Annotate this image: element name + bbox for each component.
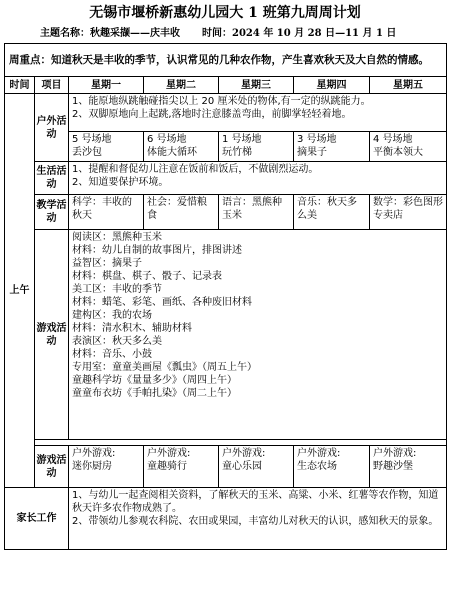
parent-note-1: 1、与幼儿一起查阅相关资料，了解秋天的玉米、高粱、小米、红薯等农作物，知道秋天许多农作物成熟了。 bbox=[72, 490, 439, 514]
venue-name: 体能大循环 bbox=[147, 147, 197, 158]
game2-monday bbox=[69, 446, 144, 488]
life-row bbox=[5, 162, 447, 195]
game2-label: 游戏活动 bbox=[35, 446, 69, 488]
header-friday: 星期五 bbox=[370, 77, 447, 94]
game2-row bbox=[5, 446, 447, 488]
venue-name: 摘果子 bbox=[297, 147, 327, 158]
period-morning: 上午 bbox=[5, 94, 35, 488]
page-title: 无锡市堰桥新惠幼儿园大 1 班第九周周计划 bbox=[89, 5, 361, 21]
game-line: 材料：幼儿自制的故事图片，排图讲述 bbox=[72, 245, 242, 256]
game-line: 建构区：我的农场 bbox=[72, 310, 152, 321]
header-item: 项目 bbox=[35, 77, 69, 94]
time-value: 2024 年 10 月 28 日—11 月 1 日 bbox=[232, 28, 397, 39]
header-tuesday: 星期二 bbox=[144, 77, 219, 94]
life-notes bbox=[69, 162, 447, 195]
venue-site: 5 号场地 bbox=[72, 134, 112, 145]
outdoor-label: 户外活动 bbox=[35, 94, 69, 162]
teaching-friday: 数学：彩色图形专卖店 bbox=[370, 195, 447, 230]
game-areas bbox=[69, 230, 447, 440]
game2-name: 野趣沙堡 bbox=[373, 461, 413, 472]
time-label: 时间： bbox=[202, 28, 232, 39]
game2-tuesday bbox=[144, 446, 219, 488]
game2-prefix: 户外游戏: bbox=[147, 448, 191, 459]
game2-name: 童趣骑行 bbox=[147, 461, 187, 472]
header-wednesday: 星期三 bbox=[219, 77, 294, 94]
header-thursday: 星期四 bbox=[294, 77, 370, 94]
venue-tuesday bbox=[144, 132, 219, 162]
theme-value: 秋趣采撷——庆丰收 bbox=[90, 28, 180, 39]
game-line: 美工区：丰收的季节 bbox=[72, 284, 162, 295]
outdoor-venues-row bbox=[5, 132, 447, 162]
game2-prefix: 户外游戏: bbox=[297, 448, 341, 459]
outdoor-notes bbox=[69, 94, 447, 132]
outdoor-note-1: 1、能原地纵跳触碰指尖以上 20 厘米处的物体,有一定的纵跳能力。 bbox=[72, 96, 371, 107]
game-line: 材料：棋盘、棋子、骰子、记录表 bbox=[72, 271, 222, 282]
venue-name: 平衡本领大 bbox=[373, 147, 423, 158]
outdoor-note-2: 2、双脚原地向上起跳,落地时注意膝盖弯曲，前脚掌轻轻着地。 bbox=[72, 109, 352, 120]
game-label: 游戏活动 bbox=[35, 230, 69, 440]
outdoor-notes-row bbox=[5, 94, 447, 132]
game-row bbox=[5, 230, 447, 440]
venue-wednesday bbox=[219, 132, 294, 162]
venue-thursday bbox=[294, 132, 370, 162]
theme-line bbox=[40, 27, 440, 40]
venue-site: 1 号场地 bbox=[222, 134, 262, 145]
teaching-wednesday: 语言：黑熊种玉米 bbox=[219, 195, 294, 230]
theme-label: 主题名称： bbox=[40, 28, 90, 39]
venue-monday bbox=[69, 132, 144, 162]
parent-row bbox=[5, 488, 447, 550]
teaching-row bbox=[5, 195, 447, 230]
header-row bbox=[5, 77, 447, 94]
game-line: 童童布衣坊《手帕扎染》（周二上午） bbox=[72, 388, 237, 399]
venue-site: 3 号场地 bbox=[297, 134, 337, 145]
header-time: 时间 bbox=[5, 77, 35, 94]
plan-table bbox=[4, 43, 447, 550]
venue-site: 6 号场地 bbox=[147, 134, 187, 145]
game2-prefix: 户外游戏: bbox=[222, 448, 266, 459]
game2-thursday bbox=[294, 446, 370, 488]
venue-friday bbox=[370, 132, 447, 162]
game-line: 童趣科学坊《量量多少》（周四上午） bbox=[72, 375, 237, 386]
teaching-thursday: 音乐：秋天多么美 bbox=[294, 195, 370, 230]
life-label: 生活活动 bbox=[35, 162, 69, 195]
game2-name: 生态农场 bbox=[297, 461, 337, 472]
game2-prefix: 户外游戏: bbox=[373, 448, 417, 459]
game2-friday bbox=[370, 446, 447, 488]
game-line: 材料：音乐、小鼓 bbox=[72, 349, 152, 360]
game2-wednesday bbox=[219, 446, 294, 488]
teaching-tuesday: 社会：爱惜粮食 bbox=[144, 195, 219, 230]
parent-notes bbox=[69, 488, 447, 550]
game2-name: 迷你厨房 bbox=[72, 461, 112, 472]
game2-name: 童心乐园 bbox=[222, 461, 262, 472]
venue-site: 4 号场地 bbox=[373, 134, 413, 145]
week-focus: 周重点：知道秋天是丰收的季节，认识常见的几种农作物，产生喜欢秋天及大自然的情感。 bbox=[5, 44, 447, 77]
game-line: 材料：清水积木、辅助材料 bbox=[72, 323, 192, 334]
teaching-monday: 科学：丰收的秋天 bbox=[69, 195, 144, 230]
teaching-label: 教学活动 bbox=[35, 195, 69, 230]
game2-prefix: 户外游戏: bbox=[72, 448, 116, 459]
header-monday: 星期一 bbox=[69, 77, 144, 94]
venue-name: 玩竹梯 bbox=[222, 147, 252, 158]
life-note-1: 1、提醒和督促幼儿注意在饭前和饭后，不做剧烈运动。 bbox=[72, 164, 319, 175]
game-line: 材料：蜡笔、彩笔、画纸、各种废旧材料 bbox=[72, 297, 252, 308]
parent-note-2: 2、带领幼儿参观农科院、农田或果园，丰富幼儿对秋天的认识，感知秋天的景象。 bbox=[72, 516, 439, 527]
life-note-2: 2、知道要保护环境。 bbox=[72, 177, 169, 188]
venue-name: 丢沙包 bbox=[72, 147, 102, 158]
game-line: 专用室：童童美画屋《瓢虫》（周五上午） bbox=[72, 362, 257, 373]
game-line: 益智区：摘果子 bbox=[72, 258, 142, 269]
parent-label: 家长工作 bbox=[5, 488, 69, 550]
game-line: 表演区：秋天多么美 bbox=[72, 336, 162, 347]
game-line: 阅读区：黑熊种玉米 bbox=[72, 232, 162, 243]
